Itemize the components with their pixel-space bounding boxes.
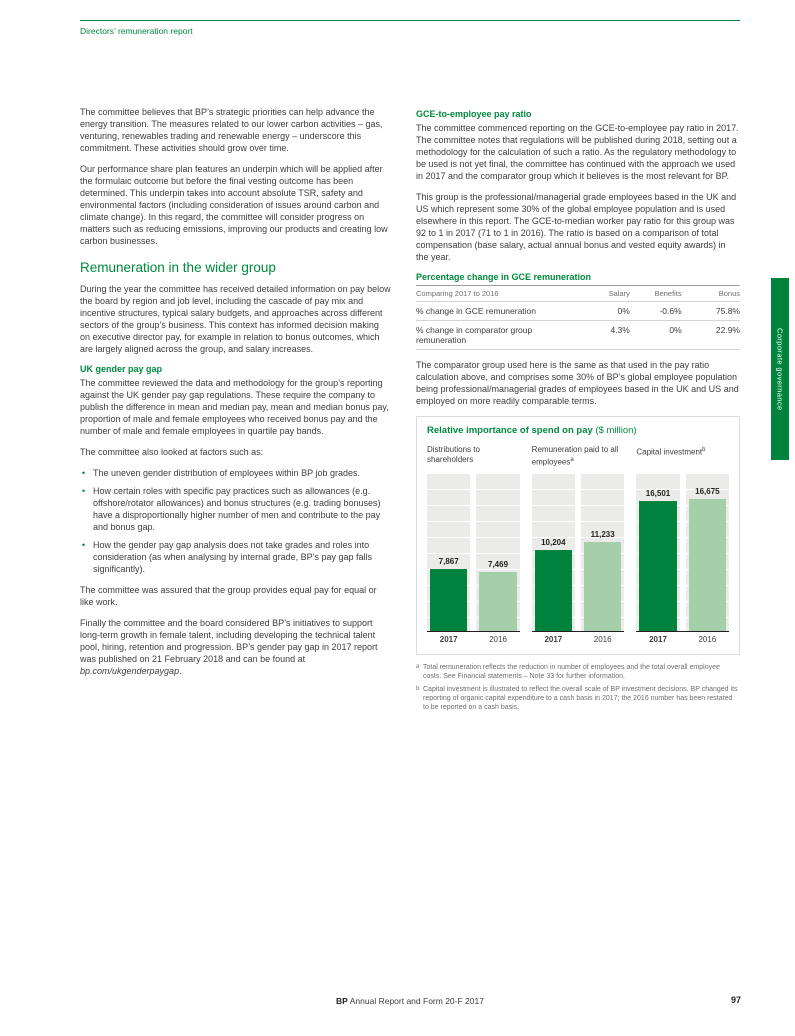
bar-value-label: 11,233	[590, 530, 615, 539]
paragraph-text: .	[179, 666, 182, 676]
table-cell-salary: 4.3%	[584, 321, 629, 350]
chart-year-labels	[427, 632, 520, 644]
table-cell-salary: 0%	[584, 302, 629, 321]
chart-title	[427, 425, 729, 436]
footer-brand: BP	[336, 996, 348, 1006]
paragraph-equal-pay: The committee was assured that the group provides equal pay for equal or like work.	[80, 585, 377, 607]
paragraph-gender-pay-gap: The committee reviewed the data and methodology for the group’s reporting against the UK gender pay gap regulations. These require the company to publish the difference in mean and median pay, mean and median bonus pay, proportion of male and female employees who received bonus pay and the number of male and female employees in quartile pay bands.	[80, 378, 389, 436]
bar-value-label: 7,469	[488, 560, 509, 569]
page-number: 97	[730, 995, 741, 1005]
footnote-marker: b	[416, 686, 420, 692]
paragraph-underpin: Our performance share plan features an underpin which will be applied after the formulaic outcome but before the final vesting outcome has been determined. This underpin takes into account absolute TSR, safety and environmental factors (including consideration of issues around carbon and climate change). In this regard, the committee will consider progress on matters such as reducing emissions, improving our products and creating low carbon businesses.	[80, 164, 388, 246]
spend-on-pay-chart	[416, 416, 740, 655]
right-column	[416, 106, 740, 716]
chart-year-labels	[636, 632, 729, 644]
heading-remuneration-wider-group: Remuneration in the wider group	[80, 260, 276, 275]
chart-group-label: Distributions to shareholders	[427, 445, 480, 464]
chart-year-labels	[532, 632, 625, 644]
gce-remuneration-table	[416, 285, 740, 350]
bar-value-label: 16,675	[695, 487, 720, 496]
table-row	[416, 321, 740, 350]
chart-strip	[476, 473, 519, 631]
footnote-b	[416, 685, 740, 712]
table-header-comparing: Comparing 2017 to 2016	[416, 286, 584, 302]
table-header-bonus: Bonus	[682, 286, 740, 302]
chart-groups	[427, 445, 729, 644]
chart-group	[427, 445, 520, 644]
year-label: 2016	[698, 635, 717, 644]
paragraph-comparator-group: The comparator group used here is the same as that used in the pay ratio calculation above, and comprises some 30% of BP’s global employee population being professional/managerial grades of employees based in the UK and US and employed on more readily comparable terms.	[416, 360, 739, 406]
paragraph-text: Finally the committee and the board considered BP’s initiatives to support long-term growth in female talent, including developing the technical talent pool, hiring, retention and progression. BP’s gender pay gap in 2017 report was published on 21 February 2018 and can be found at	[80, 618, 378, 664]
header-rule	[80, 20, 740, 21]
corporate-governance-tab: Corporate governance	[771, 278, 789, 460]
chart-plot-area	[427, 473, 520, 631]
table-header-row	[416, 286, 740, 302]
paragraph-pay-ratio-1: The committee commenced reporting on the GCE-to-employee pay ratio in 2017. The committee notes that regulations will be published during 2018, setting out a methodology for the calculation of such a ratio. As the regulatory methodology to be used is not yet final, the committee has continued with the approach we used in 2017 and the comparator group which it believes is the most relevant for BP.	[416, 123, 739, 181]
page-footer	[80, 996, 740, 1006]
year-label: 2017	[439, 635, 458, 644]
bar-2017	[535, 550, 572, 631]
chart-strip	[532, 473, 575, 631]
bar-value-label: 10,204	[541, 538, 566, 547]
report-section-title: Directors’ remuneration report	[80, 26, 193, 36]
list-item: • How the gender pay gap analysis does not take grades and roles into consideration (as when analysing by internal grade, BP’s pay gap falls significantly).	[82, 539, 391, 575]
chart-group-label: Capital investment$^b$	[636, 447, 706, 457]
footnote-text: Capital investment is illustrated to reflect the overall scale of BP investment decisions. BP changed its reporting of organic capital expenditure to a cash basis in 2017; the 2016 number has been restated to be reported on a cash basis.	[423, 686, 738, 711]
footnote-text: Total remuneration reflects the reduction in number of employees and the total overall employee costs. See Financial statements – Note 33 for further information.	[423, 664, 720, 680]
heading-uk-gender-pay-gap: UK gender pay gap	[80, 364, 163, 374]
paragraph-wider-group: During the year the committee has received detailed information on pay below the board by region and job level, including the cascade of pay mix and incentive structures, typical salary budgets, and approaches across different sectors of the group’s business. This context has informed decision making on executive director pay, for example in relation to bonus outcomes, which are largely aligned across the group, and salary increases.	[80, 284, 391, 354]
heading-gce-remuneration-table: Percentage change in GCE remuneration	[416, 272, 592, 282]
table-cell-bonus: 75.8%	[682, 302, 740, 321]
bar-value-label: 16,501	[645, 489, 671, 498]
table-cell-benefits: -0.6%	[630, 302, 682, 321]
chart-plot-area	[532, 473, 625, 631]
table-cell-bonus: 22.9%	[682, 321, 740, 350]
chart-plot-area	[636, 473, 729, 631]
gender-pay-factors-list	[82, 467, 391, 575]
year-label: 2017	[544, 635, 563, 644]
paragraph-pay-ratio-2: This group is the professional/managerial grade employees based in the UK and US which represent some 30% of the global employee population and is used elsewhere in this report. The GCE-to-median worker pay ratio for this group was 92 to 1 in 2017 (71 to 1 in 2016). The ratio is based on a comparison of total compensation (base salary, actual annual bonus and vested equity awards) in the year.	[416, 192, 737, 262]
paragraph-factors-intro: The committee also looked at factors such as:	[80, 447, 264, 457]
bar-2017	[639, 501, 676, 631]
table-header-salary: Salary	[584, 286, 629, 302]
bar-2017	[430, 569, 467, 631]
chart-strip	[427, 473, 470, 631]
footnote-marker: a	[416, 664, 420, 670]
table-cell-benefits: 0%	[630, 321, 682, 350]
year-label: 2017	[649, 635, 667, 644]
chart-strip	[636, 473, 679, 631]
chart-group	[636, 445, 729, 644]
bar-2016	[689, 499, 726, 631]
chart-strip	[581, 473, 624, 631]
chart-footnotes	[416, 663, 740, 712]
list-item: • How certain roles with specific pay practices such as allowances (e.g. offshore/rotator allowances) and bonus structures (e.g. trading bonuses) have a disproportionally higher number of men and contribute to the pay and bonus gap.	[82, 485, 391, 533]
table-header-benefits: Benefits	[630, 286, 682, 302]
year-label: 2016	[593, 635, 612, 644]
year-label: 2016	[489, 635, 507, 644]
chart-strip	[686, 473, 729, 631]
bar-2016	[584, 542, 621, 631]
paragraph-strategic-priorities: The committee believes that BP’s strategic priorities can help advance the energy transition. The measures related to our lower carbon activities – gas, venturing, renewables trading and renewable energy – underscore this commitment. These activities should grow over time.	[80, 107, 383, 153]
table-cell-label: % change in GCE remuneration	[416, 302, 584, 321]
chart-group	[532, 445, 625, 644]
left-column	[80, 106, 391, 686]
chart-title-unit: ($ million)	[595, 425, 637, 436]
chart-group-label: Remuneration paid to all employees$^a$	[531, 445, 619, 467]
footer-title: Annual Report and Form 20-F 2017	[347, 996, 484, 1006]
footnote-a	[416, 663, 740, 681]
bar-value-label: 7,867	[438, 557, 459, 566]
ukgenderpaygap-link[interactable]: bp.com/ukgenderpaygap	[80, 666, 180, 676]
paragraph-female-talent	[80, 617, 391, 677]
chart-title-text: Relative importance of spend on pay	[427, 425, 593, 436]
bar-2016	[479, 572, 516, 631]
list-item: • The uneven gender distribution of employees within BP job grades.	[82, 467, 391, 479]
table-cell-label: % change in comparator group remuneration	[416, 321, 584, 350]
table-row	[416, 302, 740, 321]
heading-gce-pay-ratio: GCE-to-employee pay ratio	[416, 109, 532, 119]
